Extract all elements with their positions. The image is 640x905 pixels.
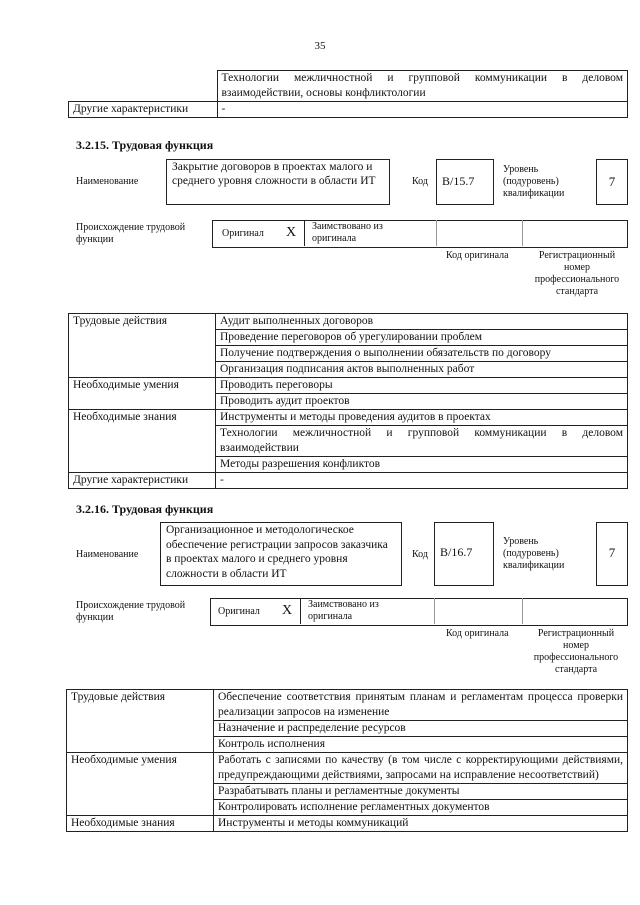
section16-code-box: [434, 522, 494, 586]
section16-origin-label: Происхождение трудовой функции: [76, 600, 186, 623]
list-item: Получение подтверждения о выполнении обязательств по договору: [216, 346, 628, 362]
list-item: Работать с записями по качеству (в том числе с корректирующими действиями, предупреждающими действиями, запросами на исправление несоответствий): [214, 753, 628, 784]
section16-origin-box: [210, 598, 628, 626]
row-label: Необходимые знания: [67, 816, 214, 832]
section15-original-mark: X: [286, 225, 297, 240]
section16-original-mark: X: [282, 603, 293, 618]
list-item: Проводить аудит проектов: [216, 394, 628, 410]
list-item: Технологии межличностной и групповой коммуникации в деловом взаимодействии: [216, 426, 628, 457]
table-row: [67, 753, 628, 784]
list-item: -: [216, 473, 628, 489]
section15-name-box: [166, 159, 390, 205]
list-item: Разрабатывать планы и регламентные документы: [214, 784, 628, 800]
list-item: Организация подписания актов выполненных работ: [216, 362, 628, 378]
top-row1-value: Технологии межличностной и групповой коммуникации в деловом взаимодействии, основы конфликтологии: [217, 71, 628, 102]
section16-borrowed-label: Заимствовано из оригинала: [308, 599, 379, 622]
list-item: Инструменты и методы коммуникаций: [214, 816, 628, 832]
row-label: Необходимые умения: [67, 753, 214, 816]
list-item: Контроль исполнения: [214, 737, 628, 753]
section15-table: [68, 313, 628, 489]
section15-heading: 3.2.15. Трудовая функция: [76, 138, 214, 152]
section15-level-box: [596, 159, 628, 205]
top-table: [68, 70, 628, 118]
list-item: Контролировать исполнение регламентных документов: [214, 800, 628, 816]
list-item: Назначение и распределение ресурсов: [214, 721, 628, 737]
section16-original-label: Оригинал: [218, 606, 260, 617]
section16-level-label: Уровень (подуровень) квалификации: [503, 536, 565, 571]
list-item: Проводить переговоры: [216, 378, 628, 394]
page-number: 35: [314, 40, 326, 52]
table-row: [67, 690, 628, 721]
row-label: Трудовые действия: [67, 690, 214, 753]
section16-level-value: 7: [608, 545, 616, 560]
top-row2-value: -: [217, 102, 628, 118]
section15-original-label: Оригинал: [222, 228, 264, 239]
section16-name-value: Организационное и методологическое обеспечение регистрации запросов заказчика в проектах малого и среднего уровня сложности в области ИТ: [166, 524, 388, 580]
row-label: Необходимые знания: [69, 410, 216, 473]
list-item: Обеспечение соответствия принятым планам и регламентам процесса проверки реализации запросов на изменение: [214, 690, 628, 721]
section15-name-value: Закрытие договоров в проектах малого и среднего уровня сложности в области ИТ: [172, 161, 376, 187]
section16-code-original: Код оригинала: [446, 628, 509, 639]
section15-code-value: B/15.7: [442, 174, 475, 188]
section16-heading: 3.2.16. Трудовая функция: [76, 502, 214, 516]
section16-level-box: [596, 522, 628, 586]
section15-code-label: Код: [412, 176, 428, 187]
section16-table: [66, 689, 628, 832]
section16-code-value: B/16.7: [440, 545, 473, 559]
list-item: Инструменты и методы проведения аудитов в проектах: [216, 410, 628, 426]
section15-code-box: [436, 159, 494, 205]
section15-reg-number: Регистрационный номер профессионального стандарта: [534, 250, 620, 297]
list-item: Методы разрешения конфликтов: [216, 457, 628, 473]
section16-name-box: [160, 522, 402, 586]
section15-borrowed-label: Заимствовано из оригинала: [312, 221, 383, 244]
section15-level-value: 7: [608, 174, 616, 189]
section15-origin-label: Происхождение трудовой функции: [76, 222, 186, 245]
table-row: [69, 473, 628, 489]
table-row: [69, 378, 628, 394]
top-row2-label: Другие характеристики: [69, 102, 218, 118]
list-item: Проведение переговоров об урегулировании проблем: [216, 330, 628, 346]
section16-reg-number: Регистрационный номер профессионального стандарта: [533, 628, 619, 675]
row-label: Необходимые умения: [69, 378, 216, 410]
table-row: [69, 410, 628, 426]
section16-code-label: Код: [412, 549, 428, 560]
row-label: Трудовые действия: [69, 314, 216, 378]
row-label: Другие характеристики: [69, 473, 216, 489]
table-row: [67, 816, 628, 832]
section15-name-label: Наименование: [76, 176, 139, 187]
section15-code-original: Код оригинала: [446, 250, 509, 261]
list-item: Аудит выполненных договоров: [216, 314, 628, 330]
section15-level-label: Уровень (подуровень) квалификации: [503, 164, 565, 199]
section16-name-label: Наименование: [76, 549, 139, 560]
table-row: [69, 314, 628, 330]
